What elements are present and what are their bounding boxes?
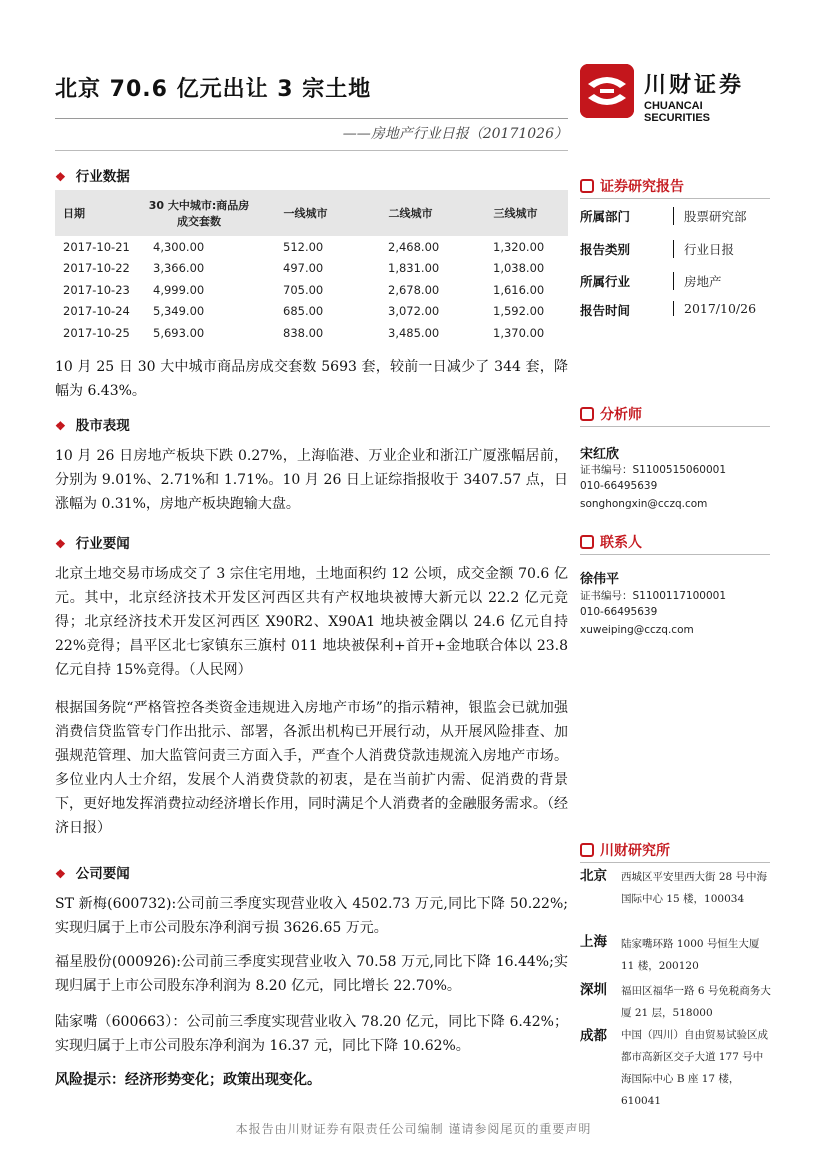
risk-warning: 风险提示：经济形势变化；政策出现变化。 — [55, 1072, 321, 1088]
table-header-cell: 一线城市 — [283, 207, 328, 220]
company-logo — [580, 64, 770, 124]
office-address-beijing: 西城区平安里西大街 28 号中海国际中心 15 楼，100034 — [621, 871, 768, 905]
office-address-chengdu: 中国（四川）自由贸易试验区成都市高新区交子大道 177 号中海国际中心 B 座 17 楼，610041 — [621, 1029, 768, 1107]
table-cell: 2017-10-24 — [63, 304, 130, 319]
section-heading-company-news: ❖ 公司要闻 — [55, 866, 130, 882]
paragraph-land-sales: 北京土地交易市场成交了 3 宗住宅用地，土地面积约 12 公顷，成交金额 70.6 亿元。其中，北京经济技术开发区河西区共有产权地块被博大新元以 22.2 亿元竞得；北京经济技术开发区河西区 X90R2、X90A1 地块被金隅以 24.6 亿元自持 22%竞得；昌平区北七家镇东三旗村 011 地块被保利+首开+金地联合体以 23.8 亿元自持 15%竞得。（人民网） — [55, 566, 568, 678]
table-cell: 497.00 — [283, 261, 324, 276]
table-row — [55, 279, 568, 301]
table-cell: 3,485.00 — [388, 325, 440, 340]
table-cell: 1,038.00 — [493, 261, 545, 276]
table-cell: 1,320.00 — [493, 239, 545, 254]
analyst-phone: 010-66495639 — [580, 480, 658, 492]
table-header-cell: 二线城市 — [388, 207, 433, 220]
table-cell: 705.00 — [283, 282, 324, 297]
report-subtitle: ——房地产行业日报（20171026） — [342, 126, 568, 142]
table-row — [55, 236, 568, 258]
info-label: 报告时间 — [580, 303, 631, 318]
logo-name-cn: 川财证券 — [644, 73, 745, 98]
contact-name: 徐伟平 — [580, 572, 620, 587]
diamond-bullet-icon: ❖ — [55, 170, 66, 184]
contact-email[interactable]: xuweiping@cczq.com — [580, 624, 694, 636]
table-cell: 1,592.00 — [493, 304, 545, 319]
sidebar-divider — [580, 426, 770, 427]
sidebar-heading-institute: 川财研究所 — [580, 840, 670, 860]
table-header-cell: 30 大中城市:商品房成交套数 — [148, 199, 250, 228]
info-label: 所属行业 — [580, 274, 631, 289]
data-table — [55, 190, 568, 344]
section-heading-industry-data: ❖ 行业数据 — [55, 169, 130, 185]
sidebar-heading-report: 证券研究报告 — [580, 176, 684, 196]
logo-mark-icon — [580, 64, 634, 118]
table-header-cell: 日期 — [63, 207, 85, 220]
table-cell: 3,366.00 — [153, 261, 205, 276]
table-row — [55, 301, 568, 323]
red-square-icon — [580, 843, 594, 857]
table-cell: 838.00 — [283, 325, 324, 340]
sidebar-heading-contact: 联系人 — [580, 532, 642, 552]
diamond-bullet-icon: ❖ — [55, 867, 66, 881]
analyst-cert: 证书编号：S1100515060001 — [580, 464, 727, 476]
info-label: 报告类别 — [580, 242, 631, 257]
table-cell: 2017-10-25 — [63, 325, 130, 340]
office-city-shenzhen: 深圳 — [580, 982, 607, 998]
diamond-bullet-icon: ❖ — [55, 419, 66, 433]
sidebar-divider — [580, 554, 770, 555]
office-city-chengdu: 成都 — [580, 1028, 607, 1044]
contact-cert: 证书编号：S1100117100001 — [580, 590, 727, 602]
office-address-shanghai: 陆家嘴环路 1000 号恒生大厦 11 楼，200120 — [621, 938, 760, 972]
office-city-beijing: 北京 — [580, 868, 607, 884]
table-cell: 685.00 — [283, 304, 324, 319]
header-divider — [55, 118, 568, 119]
info-label: 所属部门 — [580, 209, 631, 224]
info-value: 房地产 — [673, 272, 722, 290]
table-row — [55, 258, 568, 280]
table-cell: 2,678.00 — [388, 282, 440, 297]
table-cell: 2017-10-23 — [63, 282, 130, 297]
office-city-shanghai: 上海 — [580, 934, 607, 950]
paragraph-company-lujiazui: 陆家嘴（600663）：公司前三季度实现营业收入 78.20 亿元，同比下降 6.42%；实现归属于上市公司股东净利润为 16.37 元，同比下降 10.62%。 — [55, 1014, 568, 1054]
red-square-icon — [580, 407, 594, 421]
paragraph-transactions: 10 月 25 日 30 大中城市商品房成交套数 5693 套，较前一日减少了 344 套，降幅为 6.43%。 — [55, 359, 568, 399]
table-cell: 512.00 — [283, 239, 324, 254]
section-heading-industry-news: ❖ 行业要闻 — [55, 536, 130, 552]
table-row — [55, 322, 568, 344]
analyst-email[interactable]: songhongxin@cczq.com — [580, 498, 708, 510]
paragraph-company-st-xinmei: ST 新梅(600732):公司前三季度实现营业收入 4502.73 万元,同比下降 50.22%;实现归属于上市公司股东净利润亏损 3626.65 万元。 — [55, 896, 568, 936]
table-cell: 1,831.00 — [388, 261, 440, 276]
red-square-icon — [580, 535, 594, 549]
table-header-row — [55, 190, 568, 236]
info-value: 2017/10/26 — [673, 301, 756, 316]
office-address-shenzhen: 福田区福华一路 6 号免税商务大厦 21 层，518000 — [621, 985, 771, 1019]
info-value: 行业日报 — [673, 240, 734, 258]
table-cell: 4,300.00 — [153, 239, 205, 254]
table-cell: 2,468.00 — [388, 239, 440, 254]
paragraph-company-fuxing: 福星股份(000926):公司前三季度实现营业收入 70.58 万元,同比下降 16.44%;实现归属于上市公司股东净利润为 8.20 亿元，同比增长 22.70%。 — [55, 954, 568, 994]
table-cell: 2017-10-21 — [63, 239, 130, 254]
sidebar-heading-analyst: 分析师 — [580, 404, 642, 424]
paragraph-credit-regulation: 根据国务院“严格管控各类资金违规进入房地产市场”的指示精神，银监会已就加强消费信贷监管专门作出批示、部署，各派出机构已开展行动，从开展风险排查、加强规范管理、加大监管问责三方面入手，严查个人消费贷款违规流入房地产市场。多位业内人士介绍，发展个人消费贷款的初衷，是在当前扩内需、促消费的背景下，更好地发挥消费拉动经济增长作用，同时满足个人消费者的金融服务需求。（经济日报） — [55, 700, 568, 836]
analyst-name: 宋红欣 — [580, 447, 620, 462]
table-cell: 5,349.00 — [153, 304, 205, 319]
table-cell: 4,999.00 — [153, 282, 205, 297]
table-header-cell: 三线城市 — [493, 207, 538, 220]
table-cell: 1,616.00 — [493, 282, 545, 297]
header-divider-lower — [55, 150, 568, 151]
contact-phone: 010-66495639 — [580, 606, 658, 618]
page-footer-disclaimer: 本报告由川财证券有限责任公司编制 谨请参阅尾页的重要声明 — [235, 1122, 592, 1136]
table-cell: 3,072.00 — [388, 304, 440, 319]
info-value: 股票研究部 — [673, 207, 747, 225]
red-square-icon — [580, 179, 594, 193]
paragraph-stock-market: 10 月 26 日房地产板块下跌 0.27%，上海临港、万业企业和浙江广厦涨幅居前，分别为 9.01%、2.71%和 1.71%。10 月 26 日上证综指报收于 3407.57 点，日涨幅为 0.31%，房地产板块跑输大盘。 — [55, 448, 568, 512]
page-title: 北京 70.6 亿元出让 3 宗土地 — [55, 77, 372, 102]
table-cell: 1,370.00 — [493, 325, 545, 340]
section-heading-stock-market: ❖ 股市表现 — [55, 418, 130, 434]
sidebar-divider — [580, 862, 770, 863]
diamond-bullet-icon: ❖ — [55, 537, 66, 551]
table-cell: 2017-10-22 — [63, 261, 130, 276]
sidebar-divider — [580, 198, 770, 199]
logo-name-en: CHUANCAI SECURITIES — [644, 100, 711, 124]
table-cell: 5,693.00 — [153, 325, 205, 340]
